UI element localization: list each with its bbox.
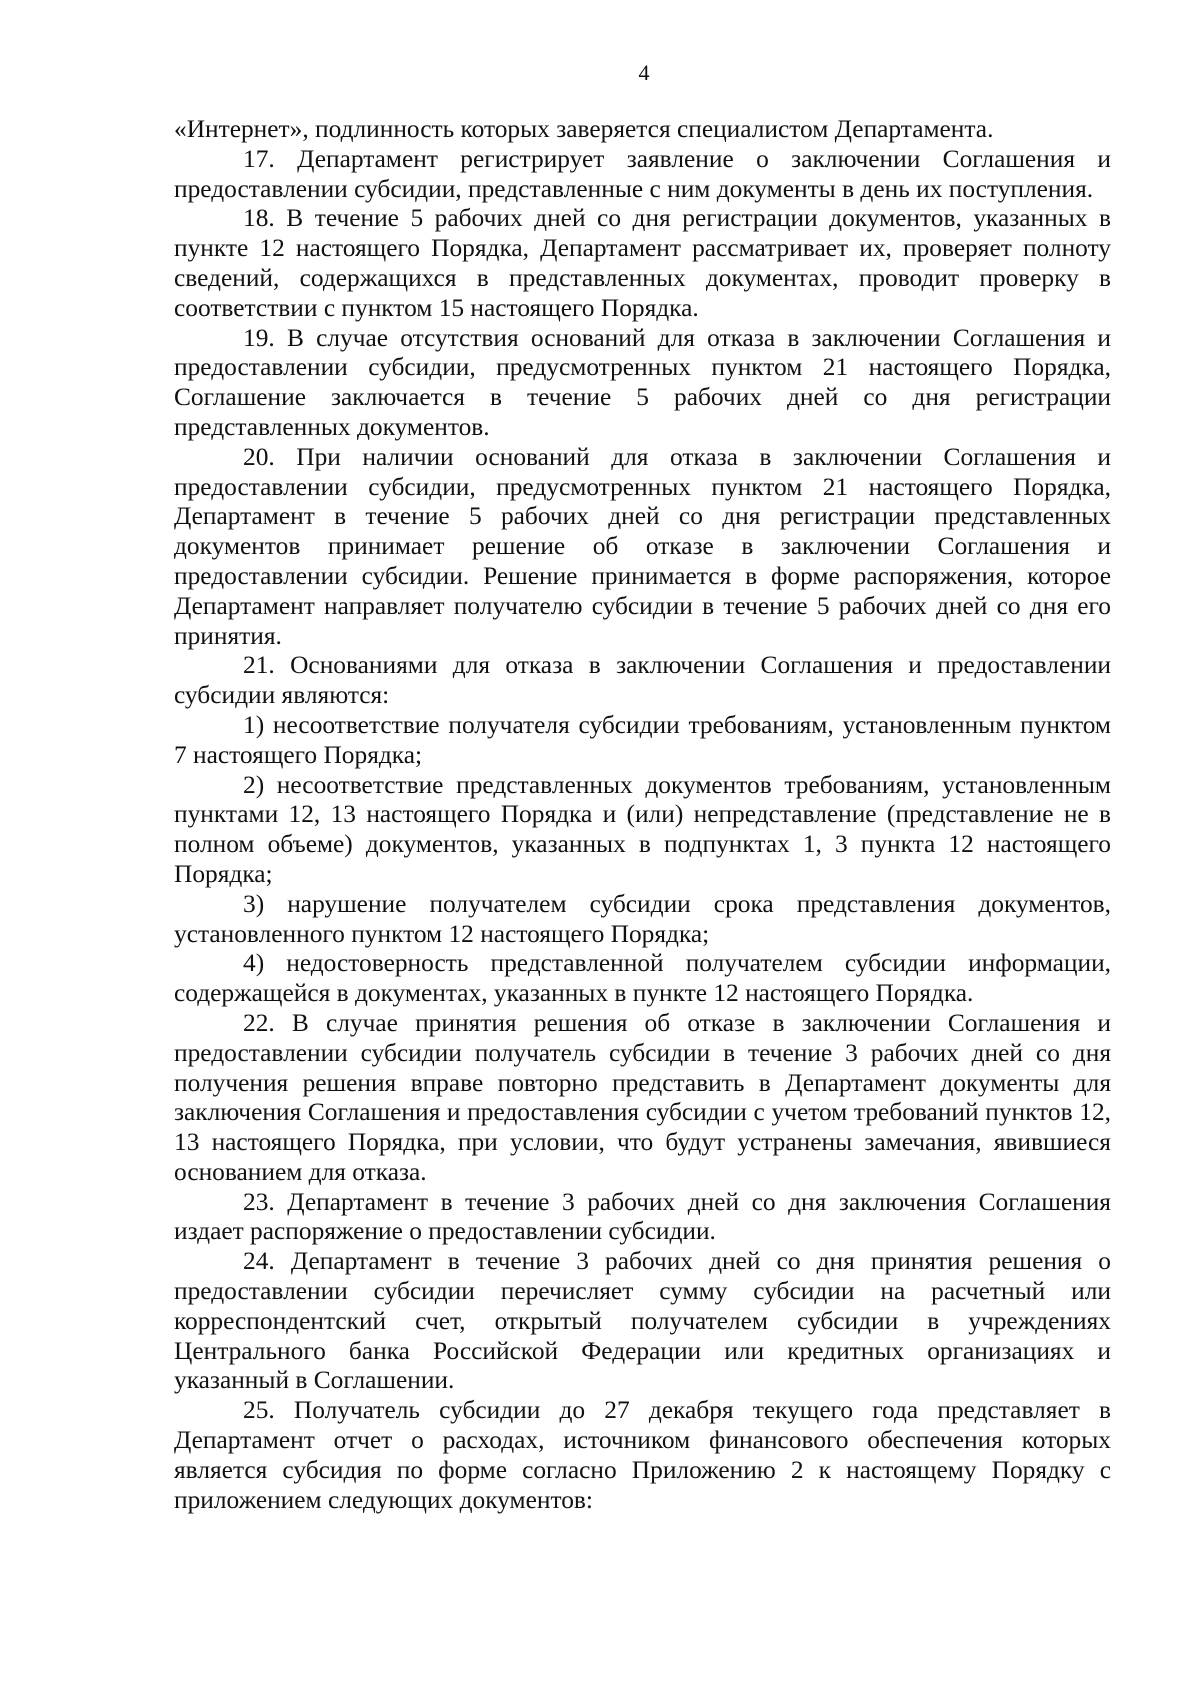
document-body [174,115,1111,1515]
paragraph-24: 24. Департамент в течение 3 рабочих дней со дня принятия решения о предоставлении субсидии перечисляет сумму субсидии на расчетный или корреспондентский счет, открытый получателем субсидии в учреждениях Центрального банка Российской Федерации или кредитных организациях и указанный в Соглашении. [174,1247,1111,1395]
paragraph-17: 17. Департамент регистрирует заявление о заключении Соглашения и предоставлении субсидии, представленные с ним документы в день их поступления. [174,144,1111,203]
paragraph-22: 22. В случае принятия решения об отказе в заключении Соглашения и предоставлении субсидии получатель субсидии в течение 3 рабочих дней со дня получения решения вправе повторно представить в Департамент документы для заключения Соглашения и предоставления субсидии с учетом требований пунктов 12, 13 настоящего Порядка, при условии, что будут устранены замечания, явившиеся основанием для отказа. [174,1008,1111,1186]
list-item-21-2: 2) несоответствие представленных документов требованиям, установленным пунктами 12, 13 настоящего Порядка и (или) непредставление (представление не в полном объеме) документов, указанных в подпунктах 1, 3 пункта 12 настоящего Порядка; [174,770,1111,888]
paragraph-20: 20. При наличии оснований для отказа в заключении Соглашения и предоставлении субсидии, предусмотренных пунктом 21 настоящего Порядка, Департамент в течение 5 рабочих дней со дня регистрации представленных документов принимает решение об отказе в заключении Соглашения и предоставлении субсидии. Решение принимается в форме распоряжения, которое Департамент направляет получателю субсидии в течение 5 рабочих дней со дня его принятия. [174,442,1111,650]
page-number: 4 [638,60,650,85]
list-item-21-3: 3) нарушение получателем субсидии срока представления документов, установленного пунктом 12 настоящего Порядка; [174,889,1111,948]
list-item-21-1: 1) несоответствие получателя субсидии требованиям, установленным пунктом 7 настоящего Порядка; [174,710,1111,769]
paragraph-21: 21. Основаниями для отказа в заключении Соглашения и предоставлении субсидии являются: [174,651,1111,710]
paragraph-19: 19. В случае отсутствия оснований для отказа в заключении Соглашения и предоставлении субсидии, предусмотренных пунктом 21 настоящего Порядка, Соглашение заключается в течение 5 рабочих дней со дня регистрации представленных документов. [174,323,1111,441]
paragraph-continuation: «Интернет», подлинность которых заверяется специалистом Департамента. [174,115,994,143]
paragraph-18: 18. В течение 5 рабочих дней со дня регистрации документов, указанных в пункте 12 настоящего Порядка, Департамент рассматривает их, проверяет полноту сведений, содержащихся в представленных документах, проводит проверку в соответствии с пунктом 15 настоящего Порядка. [174,204,1111,322]
list-item-21-4: 4) недостоверность представленной получателем субсидии информации, содержащейся в документах, указанных в пункте 12 настоящего Порядка. [174,949,1111,1008]
paragraph-25: 25. Получатель субсидии до 27 декабря текущего года представляет в Департамент отчет о расходах, источником финансового обеспечения которых является субсидия по форме согласно Приложению 2 к настоящему Порядку с приложением следующих документов: [174,1396,1111,1514]
paragraph-23: 23. Департамент в течение 3 рабочих дней со дня заключения Соглашения издает распоряжение о предоставлении субсидии. [174,1187,1111,1246]
